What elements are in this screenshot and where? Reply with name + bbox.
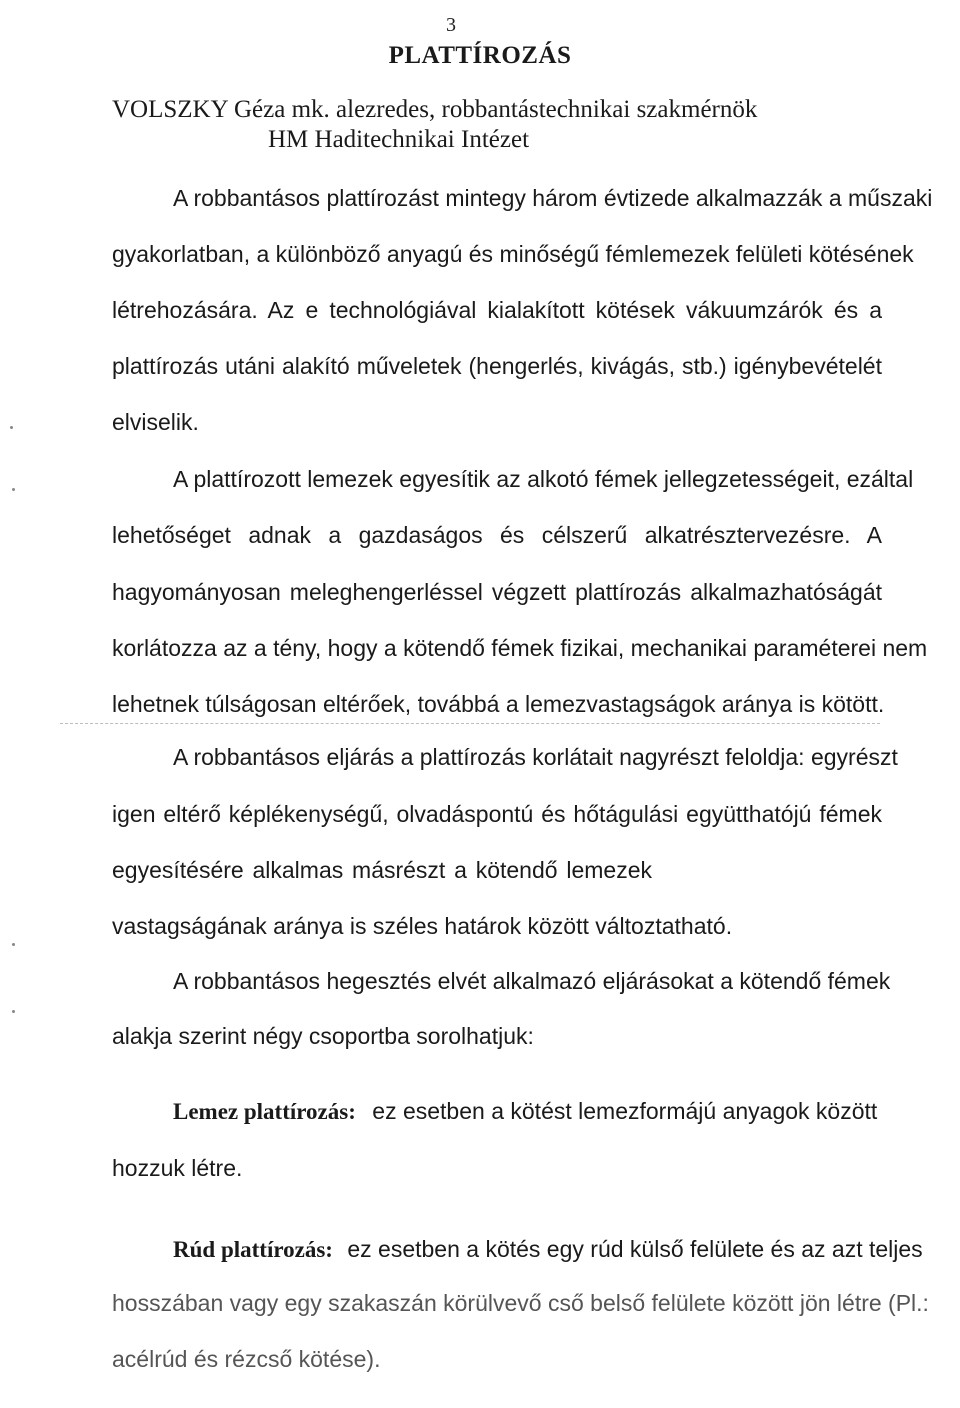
paragraph-1-line-5: elviselik. <box>112 409 199 435</box>
paragraph-1-line-2: gyakorlatban, a különböző anyagú és minőségű fémlemezek felületi kötésének <box>112 241 914 267</box>
paragraph-1-line-4: plattírozás utáni alakító műveletek (hengerlés, kivágás, stb.) igénybevételét <box>112 353 882 379</box>
paragraph-1-line-1: A robbantásos plattírozást mintegy három évtizede alkalmazzák a műszaki <box>173 185 933 211</box>
paragraph-2-line-3: hagyományosan meleghengerléssel végzett plattírozás alkalmazhatóságát <box>112 579 882 605</box>
paragraph-3-line-1: A robbantásos eljárás a plattírozás korlátait nagyrészt feloldja: egyrészt <box>173 744 898 770</box>
paragraph-6-line-1 <box>173 1234 923 1265</box>
paragraph-4-line-2: alakja szerint négy csoportba sorolhatjuk: <box>112 1023 534 1049</box>
paragraph-5-line-1 <box>173 1096 882 1127</box>
author-line: VOLSZKY Géza mk. alezredes, robbantástechnikai szakmérnök <box>112 96 758 123</box>
paragraph-5-text: ez esetben a kötést lemezformájú anyagok között <box>372 1098 878 1124</box>
paragraph-6-line-3: acélrúd és rézcső kötése). <box>112 1346 381 1372</box>
paragraph-6-text: ez esetben a kötés egy rúd külső felülete és az azt teljes <box>347 1236 923 1262</box>
paragraph-5-line-2: hozzuk létre. <box>112 1155 243 1181</box>
paragraph-3-line-3: egyesítésére alkalmas másrészt a kötendő lemezek <box>112 857 652 883</box>
paragraph-2-line-1: A plattírozott lemezek egyesítik az alkotó fémek jellegzetességeit, ezáltal <box>173 466 914 492</box>
paragraph-2-line-5: lehetnek túlságosan eltérőek, továbbá a lemezvastagságok aránya is kötött. <box>112 691 885 717</box>
scan-speck <box>12 943 15 946</box>
paragraph-6-line-2: hosszában vagy egy szakaszán körülvevő cső belső felülete között jön létre (Pl.: <box>112 1290 929 1316</box>
paragraph-3-line-4: vastagságának aránya is széles határok között változtatható. <box>112 913 733 939</box>
paragraph-1-line-3: létrehozására. Az e technológiával kialakított kötések vákuumzárók és a <box>112 297 882 323</box>
scan-speck <box>12 488 15 491</box>
paragraph-2-line-2: lehetőséget adnak a gazdaságos és célszerű alkatrésztervezésre. A <box>112 522 882 548</box>
document-title: PLATTÍROZÁS <box>388 42 572 69</box>
scan-speck <box>10 426 13 429</box>
paragraph-4-line-1: A robbantásos hegesztés elvét alkalmazó eljárásokat a kötendő fémek <box>173 968 891 994</box>
scan-speck <box>12 1010 15 1013</box>
institute-line: HM Haditechnikai Intézet <box>268 126 530 153</box>
paragraph-3-line-2: igen eltérő képlékenységű, olvadáspontú és hőtágulási együtthatójú fémek <box>112 801 882 827</box>
lemez-plattirozas-label: Lemez plattírozás: <box>173 1099 356 1124</box>
page-number: 3 <box>446 14 456 36</box>
scan-divider <box>60 723 880 724</box>
paragraph-2-line-4: korlátozza az a tény, hogy a kötendő fémek fizikai, mechanikai paraméterei nem <box>112 635 928 661</box>
rud-plattirozas-label: Rúd plattírozás: <box>173 1237 333 1262</box>
